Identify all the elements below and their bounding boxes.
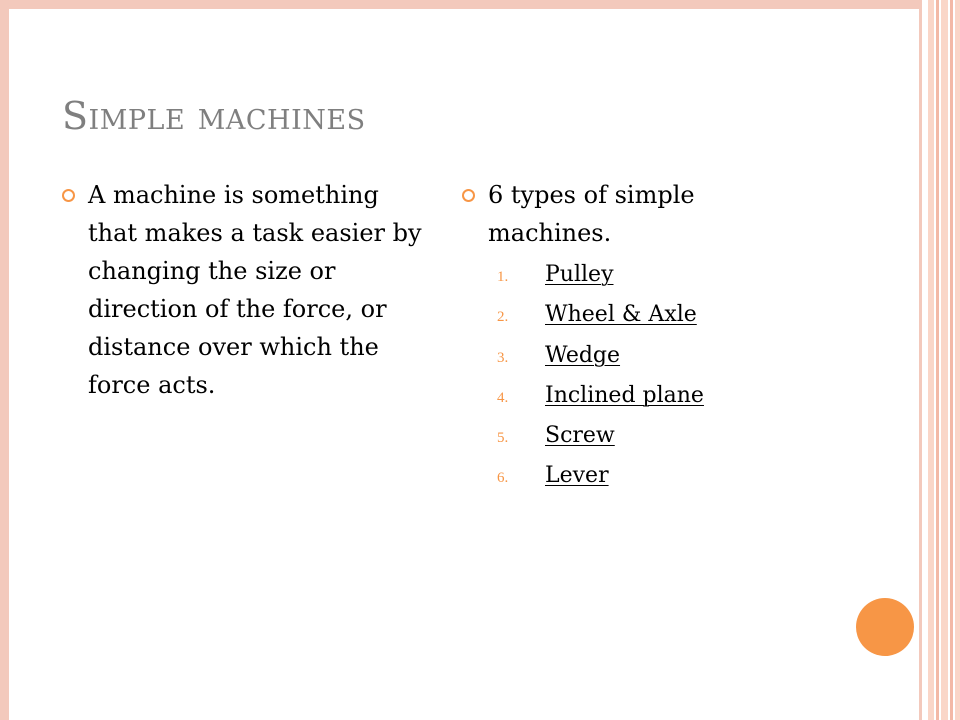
list-item: [497, 457, 762, 497]
list-number: 5.: [497, 430, 509, 447]
bullet-ring-icon: [62, 189, 75, 202]
list-number: 1.: [497, 269, 509, 285]
left-content-column: [62, 176, 432, 404]
bullet-item: [462, 176, 762, 252]
list-number: 6.: [497, 470, 509, 487]
decorative-stripe: [928, 0, 934, 720]
right-content-column: [462, 176, 762, 498]
list-item: [497, 296, 762, 336]
list-number: 2.: [497, 309, 509, 326]
decorative-stripe: [955, 0, 960, 720]
list-number: 4.: [497, 389, 509, 406]
types-heading-text: 6 types of simple machines.: [488, 181, 695, 247]
machine-definition-text: A machine is something that makes a task easier by changing the size or direction of the force, or distance over which the force acts.: [88, 181, 422, 399]
link-wheel-and-axle[interactable]: Wheel & Axle: [545, 302, 697, 328]
link-inclined-plane[interactable]: Inclined plane: [545, 382, 704, 408]
link-screw[interactable]: Screw: [545, 423, 615, 449]
slide-title: Simple machines: [62, 94, 366, 138]
orange-circle-icon: [856, 598, 914, 656]
machine-types-list: [462, 256, 762, 498]
decorative-stripe: [950, 0, 953, 720]
link-wedge[interactable]: Wedge: [545, 342, 621, 368]
list-item: [497, 417, 762, 457]
decorative-stripe: [941, 0, 948, 720]
bullet-item: [62, 176, 432, 404]
decorative-stripe: [936, 0, 939, 720]
link-lever[interactable]: Lever: [545, 463, 609, 489]
bullet-ring-icon: [462, 189, 475, 202]
list-item: [497, 377, 762, 417]
link-pulley[interactable]: Pulley: [545, 262, 614, 287]
list-number: 3.: [497, 349, 509, 366]
list-item: [497, 337, 762, 377]
list-item: [497, 256, 762, 296]
